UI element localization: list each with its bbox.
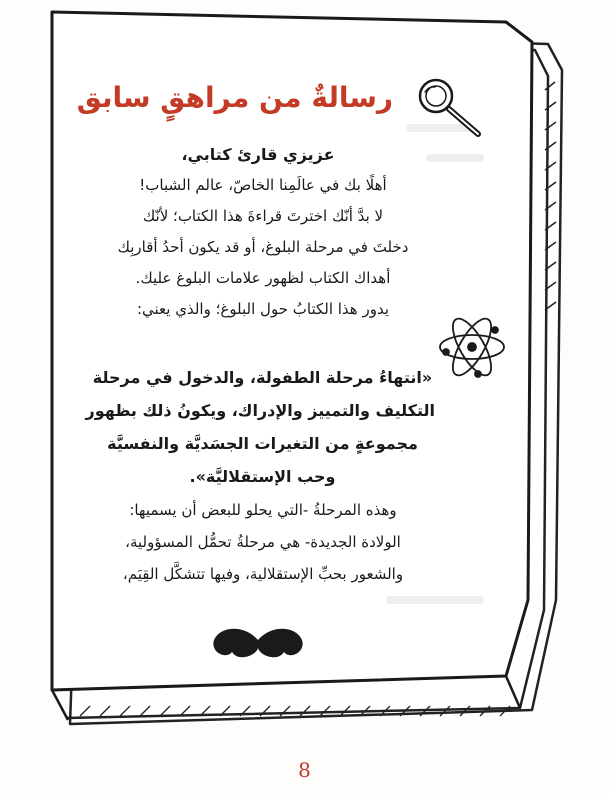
outro-line: والشعور بحبِّ الإستقلالية، وفيها تتشكَّل القِيَم، [122, 565, 404, 583]
intro-line: أهداك الكتاب لظهور علامات البلوغ عليك. [135, 269, 391, 287]
intro-line: أهلًا بك في عالَمِنا الخاصّ، عالم الشباب! [139, 176, 387, 194]
intro-line: دخلتَ في مرحلة البلوغ، أو قد يكون أحدُ أقاربِك [117, 238, 409, 256]
quote-line: «انتهاءُ مرحلة الطفولة، والدخول في مرحلة [92, 368, 433, 387]
quote-line: وحب الإستقلاليَّة». [189, 467, 336, 486]
intro-line: لا بدَّ أنّك اخترتَ قراءةَ هذا الكتاب؛ لأنّك [142, 207, 384, 225]
quote-line: مجموعةٍ من التغيرات الجسَديَّة والنفسيَّة [107, 434, 418, 453]
intro-line: يدور هذا الكتابُ حول البلوغ؛ والذي يعني: [136, 300, 390, 318]
page-number: 8 [298, 758, 311, 782]
outro-line: الولادة الجديدة- هي مرحلةُ تحمُّل المسؤولية، [125, 533, 401, 551]
greeting: عزيزي قارئ كتابي، [181, 145, 335, 164]
quote-line: التكليف والتمييز والإدراك، ويكونُ ذلك بظهور [85, 401, 435, 420]
page-title: رسالةٌ من مراهقٍ سابق [76, 81, 393, 114]
outro-line: وهذه المرحلةُ -التي يحلو للبعض أن يسميها: [129, 501, 397, 519]
